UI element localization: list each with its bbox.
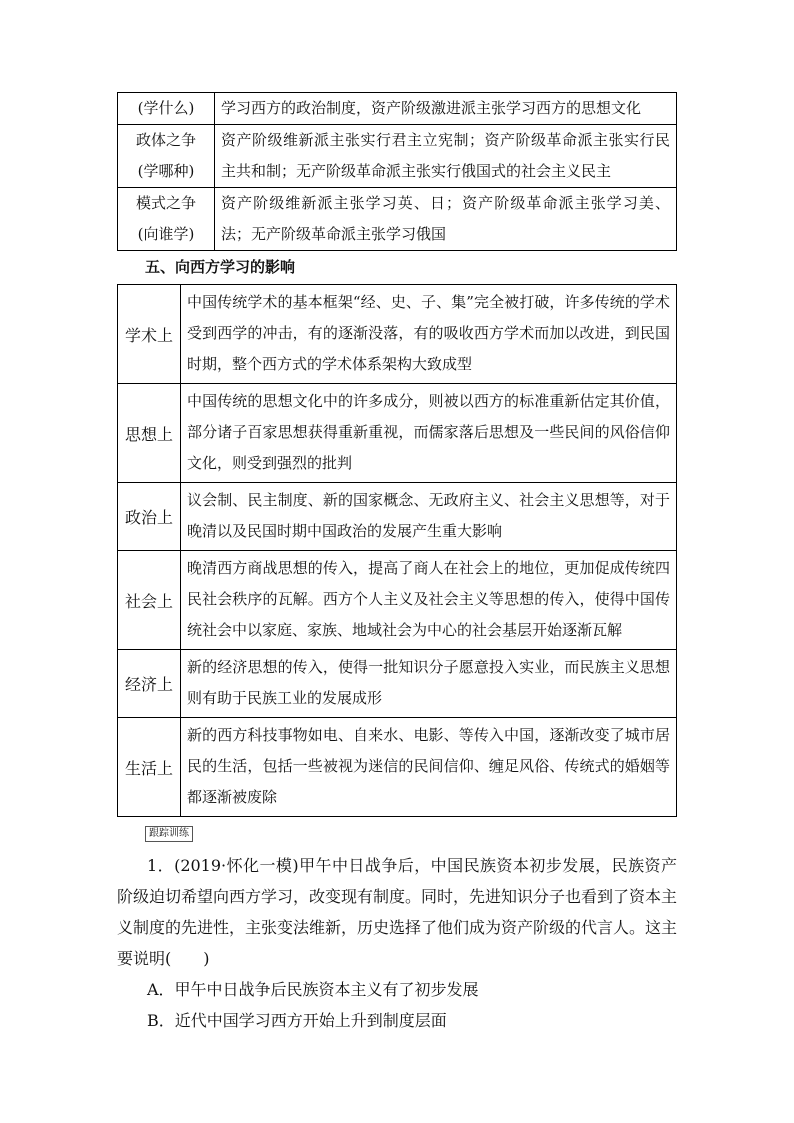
option-a: A．甲午中日战争后民族资本主义有了初步发展	[147, 980, 479, 999]
table-row	[118, 718, 677, 817]
row-label: (学什么)	[118, 93, 215, 125]
row-content: 晚清西方商战思想的传入，提高了商人在社会上的地位，更加促成传统四民社会秩序的瓦解。西方个人主义及社会主义等思想的传入，使得中国传统社会中以家庭、家族、地域社会为中心的社会基层开始逐渐瓦解	[181, 551, 677, 650]
row-label-line: (学哪种)	[137, 162, 195, 180]
question-block	[117, 850, 677, 1036]
row-content: 中国传统的思想文化中的许多成分，则被以西方的标准重新估定其价值，部分诸子百家思想获得重新重视，而儒家落后思想及一些民间的风俗信仰文化，则受到强烈的批判	[181, 384, 677, 483]
section-heading: 五、向西方学习的影响	[145, 258, 296, 276]
practice-tag: 跟踪训练	[145, 826, 193, 842]
row-label-line: 模式之争	[135, 194, 196, 212]
row-label-line: 政体之争	[135, 131, 196, 149]
row-content: 资产阶级维新派主张学习英、日；资产阶级革命派主张学习美、法；无产阶级革命派主张学习俄国	[215, 188, 677, 251]
row-label: 生活上	[118, 718, 181, 817]
influence-table	[117, 284, 677, 817]
table-row	[118, 483, 677, 551]
question-stem: 1．(2019·怀化一模)甲午中日战争后，中国民族资本初步发展，民族资产阶级迫切希望向西方学习，改变现有制度。同时，先进知识分子也看到了资本主义制度的先进性，主张变法维新，历史选择了他们成为资产阶级的代言人。这主要说明( )	[117, 856, 678, 968]
table-row	[118, 188, 677, 251]
table-row	[118, 125, 677, 188]
table-row	[118, 93, 677, 125]
row-label	[118, 188, 215, 251]
table-row	[118, 384, 677, 483]
row-content: 学习西方的政治制度，资产阶级激进派主张学习西方的思想文化	[215, 93, 677, 125]
row-label	[118, 125, 215, 188]
table-row	[118, 650, 677, 718]
row-label: 思想上	[118, 384, 181, 483]
row-content: 新的西方科技事物如电、自来水、电影、等传入中国，逐渐改变了城市居民的生活，包括一些被视为迷信的民间信仰、缠足风俗、传统式的婚姻等都逐渐被废除	[181, 718, 677, 817]
table-row	[118, 285, 677, 384]
row-content: 议会制、民主制度、新的国家概念、无政府主义、社会主义思想等，对于晚清以及民国时期中国政治的发展产生重大影响	[181, 483, 677, 551]
row-content: 资产阶级维新派主张实行君主立宪制；资产阶级革命派主张实行民主共和制；无产阶级革命派主张实行俄国式的社会主义民主	[215, 125, 677, 188]
row-label: 政治上	[118, 483, 181, 551]
row-label: 社会上	[118, 551, 181, 650]
row-content: 新的经济思想的传入，使得一批知识分子愿意投入实业，而民族主义思想则有助于民族工业的发展成形	[181, 650, 677, 718]
row-label: 经济上	[118, 650, 181, 718]
row-label: 学术上	[118, 285, 181, 384]
table-row	[118, 551, 677, 650]
learning-debate-table	[117, 92, 677, 251]
row-label-line: (向谁学)	[137, 225, 195, 243]
row-content: 中国传统学术的基本框架“经、史、子、集”完全被打破，许多传统的学术受到西学的冲击，有的逐渐没落，有的吸收西方学术而加以改进，到民国时期，整个西方式的学术体系架构大致成型	[181, 285, 677, 384]
option-b: B．近代中国学习西方开始上升到制度层面	[147, 1011, 447, 1030]
